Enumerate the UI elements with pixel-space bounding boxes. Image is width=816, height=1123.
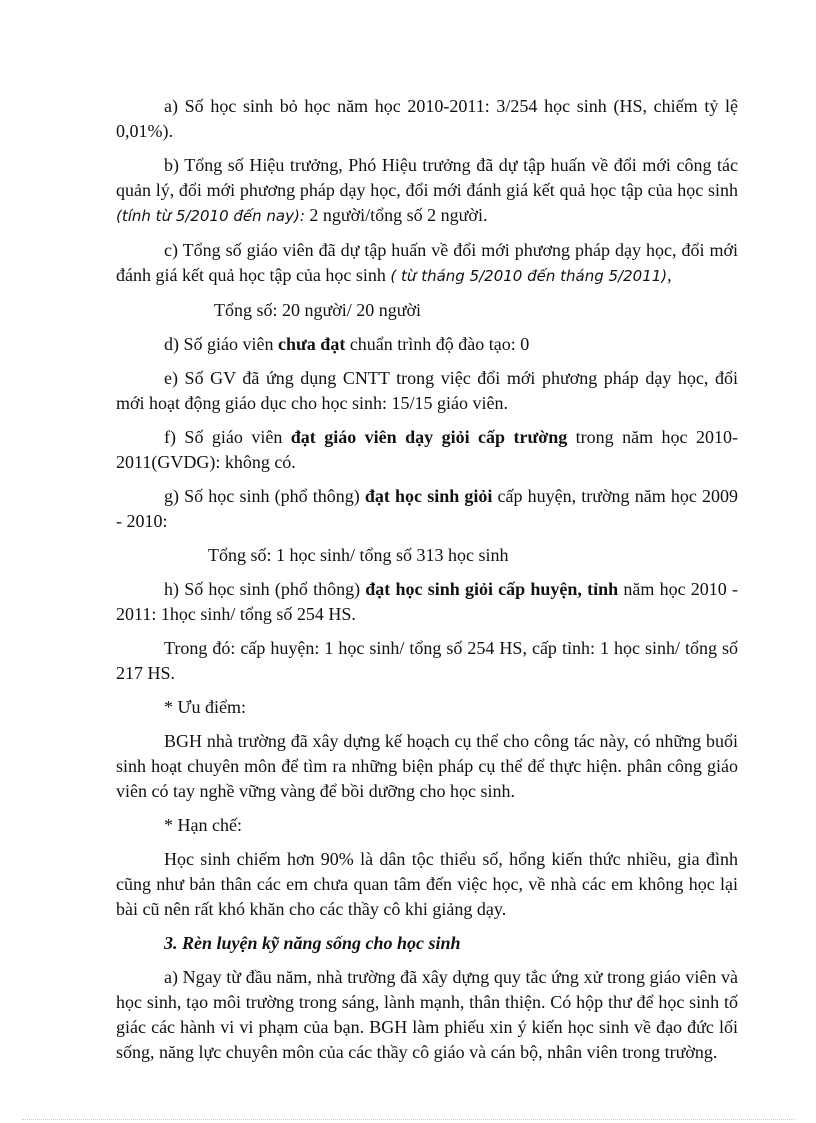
paragraph-tail: , xyxy=(667,265,672,285)
advantage-title: * Ưu điểm: xyxy=(164,697,246,717)
paragraph-text: f) Số giáo viên xyxy=(164,427,291,447)
advantage-text: BGH nhà trường đã xây dựng kế hoạch cụ thể cho công tác này, có những buổi sinh hoạt chuyên môn để tìm ra những biện pháp cụ thể để thực hiện. phân công giáo viên có tay nghề vững vàng để bồi dưỡng cho học sinh. xyxy=(116,731,738,801)
paragraph-text: d) Số giáo viên xyxy=(164,334,278,354)
teacher-training-total: Tổng số: 20 người/ 20 người xyxy=(214,300,422,320)
paragraph-text: c) Tổng số giáo viên đã dự tập huấn về đổi mới phương pháp dạy học, đổi mới đánh giá kết quả học tập của học sinh xyxy=(116,240,738,285)
date-range-note: (tính từ 5/2010 đến nay): xyxy=(116,207,305,225)
limitation-title: * Hạn chế: xyxy=(164,815,242,835)
paragraph-tail: trong năm học 2010-2011(GVDG): không có. xyxy=(116,427,738,472)
paragraph-dropout: a) Số học sinh bỏ học năm học 2010-2011: 3/254 học sinh (HS, chiếm tỷ lệ 0,01%). xyxy=(116,96,738,141)
page-bottom-rule xyxy=(22,1119,794,1120)
section-3-heading: 3. Rèn luyện kỹ năng sống cho học sinh xyxy=(164,933,461,953)
bold-phrase: chưa đạt xyxy=(278,334,346,354)
paragraph-text: g) Số học sinh (phổ thông) xyxy=(164,486,365,506)
bold-phrase: đạt giáo viên dạy giỏi cấp trường xyxy=(290,427,568,447)
paragraph-tail: cấp huyện, trường năm học 2009 - 2010: xyxy=(116,486,738,531)
excellent-students-total: Tổng số: 1 học sinh/ tổng số 313 học sinh xyxy=(208,545,509,565)
paragraph-excellent-students-2009 xyxy=(116,484,738,534)
paragraph-text: b) Tổng số Hiệu trưởng, Phó Hiệu trưởng đã dự tập huấn về đổi mới công tác quản lý, đổi mới phương pháp dạy học, đổi mới đánh giá kết quả học tập của học sinh xyxy=(116,155,738,200)
paragraph-tail: chuẩn trình độ đào tạo: 0 xyxy=(345,334,530,354)
limitation-text: Học sinh chiếm hơn 90% là dân tộc thiểu số, hổng kiến thức nhiều, gia đình cũng như bản thân các em chưa quan tâm đến việc học, về nhà các em không học lại bài cũ nên rất khó khăn cho các thầy cô khi giảng dạy. xyxy=(116,849,738,919)
paragraph-tail: 2 người/tổng số 2 người. xyxy=(304,205,488,225)
bold-phrase: đạt học sinh giỏi xyxy=(364,486,493,506)
paragraph-text: h) Số học sinh (phổ thông) xyxy=(164,579,366,599)
paragraph-tail: năm học 2010 - 2011: 1học sinh/ tổng số 254 HS. xyxy=(116,579,738,624)
paragraph-it-application: e) Số GV đã ứng dụng CNTT trong việc đổi mới phương pháp dạy học, đổi mới hoạt động giáo dục cho học sinh: 15/15 giáo viên. xyxy=(116,368,738,413)
paragraph-teacher-training xyxy=(116,238,738,289)
date-range-note: ( từ tháng 5/2010 đến tháng 5/2011) xyxy=(390,267,668,285)
section-3-text: a) Ngay từ đầu năm, nhà trường đã xây dựng quy tắc ứng xử trong giáo viên và học sinh, tạo môi trường trong sáng, lành mạnh, thân thiện. Có hộp thư để học sinh tố giác các hành vi vi phạm của bạn. BGH làm phiếu xin ý kiến học sinh về đạo đức lối sống, năng lực chuyên môn của các thầy cô giáo và cán bộ, nhân viên trong trường. xyxy=(116,967,738,1062)
paragraph-excellent-students-2010 xyxy=(116,577,738,627)
bold-phrase: đạt học sinh giỏi cấp huyện, tỉnh xyxy=(365,579,619,599)
paragraph-excellent-teachers xyxy=(116,425,738,475)
paragraph-principal-training xyxy=(116,153,738,229)
paragraph-unqualified-teachers xyxy=(116,332,738,357)
paragraph-breakdown: Trong đó: cấp huyện: 1 học sinh/ tổng số 254 HS, cấp tỉnh: 1 học sinh/ tổng số 217 HS. xyxy=(116,638,738,683)
